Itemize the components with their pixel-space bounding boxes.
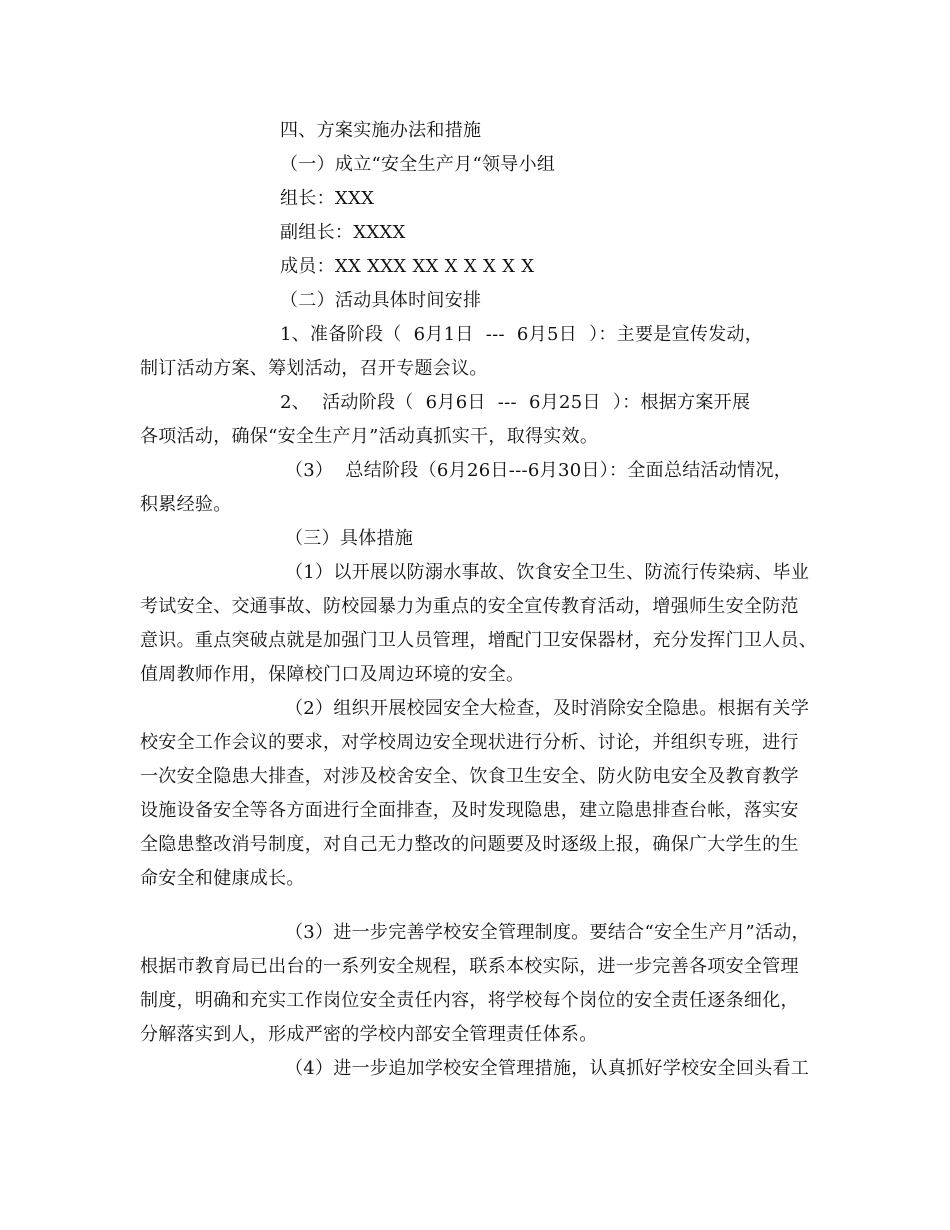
paragraph-line: 设施设备安全等各方面进行全面排查，及时发现隐患，建立隐患排查台帐，落实安 [140, 800, 799, 821]
paragraph-line: （2）组织开展校园安全大检查，及时消除安全隐患。根据有关学 [285, 698, 810, 719]
paragraph-line: 意识。重点突破点就是加强门卫人员管理，增配门卫安保器材，充分发挥门卫人员、 [140, 630, 818, 651]
paragraph-line: 一次安全隐患大排查，对涉及校舍安全、饮食卫生安全、防火防电安全及教育教学 [140, 766, 799, 787]
paragraph-line: 分解落实到人，形成严密的学校内部安全管理责任体系。 [140, 1024, 598, 1045]
paragraph-line: 各项活动，确保“安全生产月”活动真抓实干，取得实效。 [140, 426, 599, 447]
paragraph-line: （1）以开展以防溺水事故、饮食安全卫生、防流行传染病、毕业 [285, 562, 810, 583]
paragraph-line: （3） 总结阶段（6月26日---6月30日）：全面总结活动情况， [285, 460, 793, 481]
subheading-leadership-group: （一）成立“安全生产月“领导小组 [280, 154, 556, 175]
group-leader-line: 组长：XXX [280, 188, 375, 209]
paragraph-line: 全隐患整改消号制度，对自己无力整改的问题要及时逐级上报，确保广大学生的生 [140, 834, 799, 855]
paragraph-line: 值周教师作用，保障校门口及周边环境的安全。 [140, 664, 525, 685]
paragraph-line: （3）进一步完善学校安全管理制度。要结合“安全生产月”活动， [285, 922, 810, 943]
paragraph-line: 命安全和健康成长。 [140, 868, 305, 889]
paragraph-line: （4）进一步追加学校安全管理措施，认真抓好学校安全回头看工 [285, 1058, 810, 1079]
subheading-measures: （三）具体措施 [285, 528, 414, 549]
deputy-leader-line: 副组长：XXXX [280, 222, 406, 243]
paragraph-line: 制订活动方案、筹划活动，召开专题会议。 [140, 358, 488, 379]
paragraph-line: 根据市教育局已出台的一系列安全规程，联系本校实际，进一步完善各项安全管理 [140, 956, 799, 977]
paragraph-line: 考试安全、交通事故、防校园暴力为重点的安全宣传教育活动，增强师生安全防范 [140, 596, 799, 617]
paragraph-line: 2、 活动阶段（ 6月6日 --- 6月25日 ）：根据方案开展 [280, 392, 751, 413]
section-heading-4: 四、方案实施办法和措施 [280, 120, 482, 141]
subheading-schedule: （二）活动具体时间安排 [280, 290, 482, 311]
paragraph-line: 1、准备阶段（ 6月1日 --- 6月5日 ）：主要是宣传发动， [280, 324, 764, 345]
paragraph-line: 制度，明确和充实工作岗位安全责任内容，将学校每个岗位的安全责任逐条细化， [140, 990, 799, 1011]
paragraph-line: 校安全工作会议的要求，对学校周边安全现状进行分析、讨论，并组织专班，进行 [140, 732, 799, 753]
paragraph-line: 积累经验。 [140, 494, 232, 515]
members-line: 成员：XX XXX XX X X X X X [280, 256, 535, 277]
